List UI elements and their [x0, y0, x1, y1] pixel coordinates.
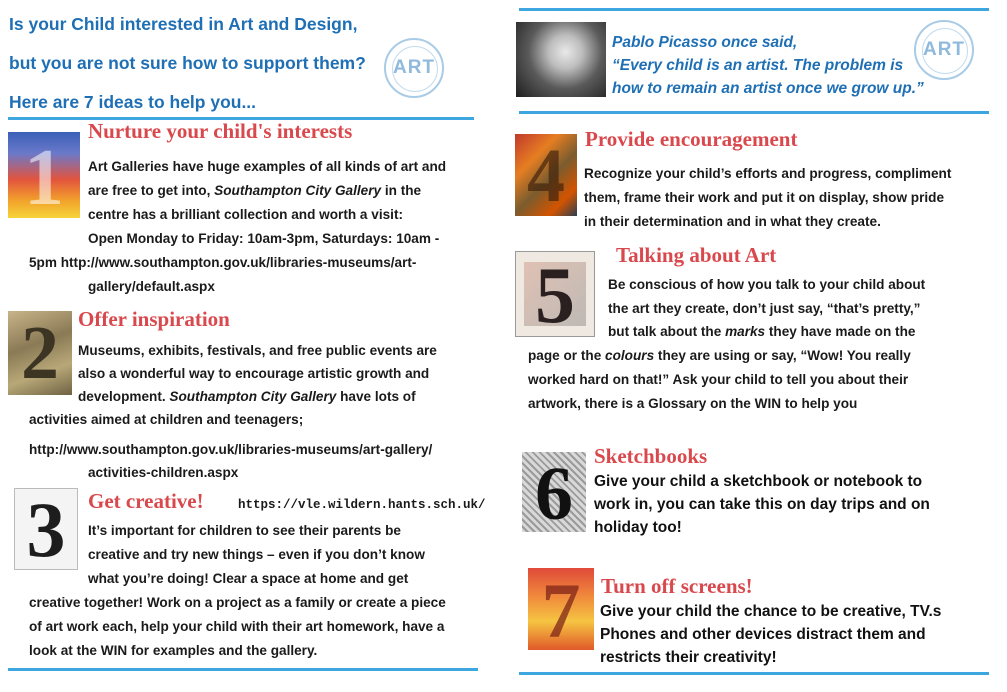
- creative-line-1: It’s important for children to see their parents be: [88, 523, 401, 538]
- creative-line-2: creative and try new things – even if you don’t know: [88, 547, 425, 562]
- gallery-name-emphasis-2: Southampton City Gallery: [169, 389, 337, 404]
- screens-line-2: Phones and other devices distract them and: [600, 626, 926, 643]
- inspiration-line-3: development. Southampton City Gallery have lots of: [78, 389, 416, 404]
- encouragement-line-3: in their determination and in what they create.: [584, 214, 881, 229]
- number-5-artwork: 5: [515, 251, 595, 337]
- divider-top-right: [519, 8, 989, 11]
- talking-line-6: artwork, there is a Glossary on the WIN to help you: [528, 396, 858, 411]
- heading-turn-off-screens: Turn off screens!: [601, 574, 753, 598]
- nurture-line-5: 5pm http://www.southampton.gov.uk/libraries-museums/art-: [29, 255, 417, 270]
- inspiration-line-4: activities aimed at children and teenagers;: [29, 412, 304, 427]
- heading-talking-about-art: Talking about Art: [616, 243, 777, 267]
- art-stamp-logo: ART: [384, 38, 444, 98]
- picasso-photo: [516, 22, 606, 97]
- inspiration-line-1: Museums, exhibits, festivals, and free public events are: [78, 343, 437, 358]
- talking-line-5: worked hard on that!” Ask your child to tell you about their: [528, 372, 909, 387]
- heading-provide-encouragement: Provide encouragement: [585, 127, 798, 151]
- inspiration-line-2: also a wonderful way to encourage artistic growth and: [78, 366, 430, 381]
- inspiration-url-line-2[interactable]: activities-children.aspx: [88, 465, 239, 480]
- sketchbooks-line-2: work in, you can take this on day trips and on: [594, 496, 930, 513]
- inspiration-url-line-1[interactable]: http://www.southampton.gov.uk/libraries-museums/art-gallery/: [29, 442, 433, 457]
- talking-line-2: the art they create, don’t just say, “that’s pretty,”: [608, 301, 921, 316]
- number-2-artwork: 2: [8, 311, 72, 395]
- number-1-artwork: 1: [8, 132, 80, 218]
- encouragement-line-1: Recognize your child’s efforts and progress, compliment: [584, 166, 952, 181]
- talking-line-4: page or the colours they are using or say, “Wow! You really: [528, 348, 911, 363]
- number-7-artwork: 7: [528, 568, 594, 650]
- nurture-line-1: Art Galleries have huge examples of all kinds of art and: [88, 159, 447, 174]
- nurture-line-3: centre has a brilliant collection and worth a visit:: [88, 207, 403, 222]
- quote-line-3: how to remain an artist once we grow up.”: [612, 80, 924, 97]
- divider-under-quote: [519, 111, 989, 114]
- heading-nurture: Nurture your child's interests: [88, 119, 353, 143]
- number-3-artwork: 3: [14, 488, 78, 570]
- talking-line-1: Be conscious of how you talk to your child about: [608, 277, 926, 292]
- art-stamp-logo-right: ART: [914, 20, 974, 80]
- number-6-artwork: 6: [522, 452, 586, 532]
- quote-line-2: “Every child is an artist. The problem is: [612, 57, 904, 74]
- number-4-artwork: 4: [515, 134, 577, 216]
- vle-link[interactable]: https://vle.wildern.hants.sch.uk/: [238, 498, 486, 512]
- creative-line-6: look at the WIN for examples and the gallery.: [29, 643, 318, 658]
- colours-emphasis: colours: [605, 348, 655, 363]
- encouragement-line-2: them, frame their work and put it on display, show pride: [584, 190, 945, 205]
- gallery-name-emphasis: Southampton City Gallery: [214, 183, 382, 198]
- divider-bottom-left: [8, 668, 478, 671]
- heading-offer-inspiration: Offer inspiration: [78, 307, 230, 331]
- creative-line-5: of art work each, help your child with their art homework, have a: [29, 619, 445, 634]
- screens-line-1: Give your child the chance to be creative, TV.s: [600, 603, 942, 620]
- heading-sketchbooks: Sketchbooks: [594, 444, 708, 468]
- creative-line-4: creative together! Work on a project as a family or create a piece: [29, 595, 446, 610]
- divider-bottom-right: [519, 672, 989, 675]
- intro-line-1: Is your Child interested in Art and Design,: [9, 14, 358, 34]
- heading-get-creative: Get creative!: [88, 489, 204, 513]
- intro-line-2: but you are not sure how to support them?: [9, 53, 366, 73]
- screens-line-3: restricts their creativity!: [600, 649, 777, 666]
- intro-line-3: Here are 7 ideas to help you...: [9, 92, 257, 112]
- quote-line-1: Pablo Picasso once said,: [612, 34, 798, 51]
- nurture-line-6: gallery/default.aspx: [88, 279, 215, 294]
- nurture-line-4: Open Monday to Friday: 10am-3pm, Saturdays: 10am -: [88, 231, 440, 246]
- sketchbooks-line-1: Give your child a sketchbook or notebook to: [594, 473, 923, 490]
- marks-emphasis: marks: [725, 324, 766, 339]
- talking-line-3: but talk about the marks they have made on the: [608, 324, 916, 339]
- sketchbooks-line-3: holiday too!: [594, 519, 682, 536]
- nurture-line-2: are free to get into, Southampton City Gallery in the: [88, 183, 422, 198]
- creative-line-3: what you’re doing! Clear a space at home and get: [88, 571, 409, 586]
